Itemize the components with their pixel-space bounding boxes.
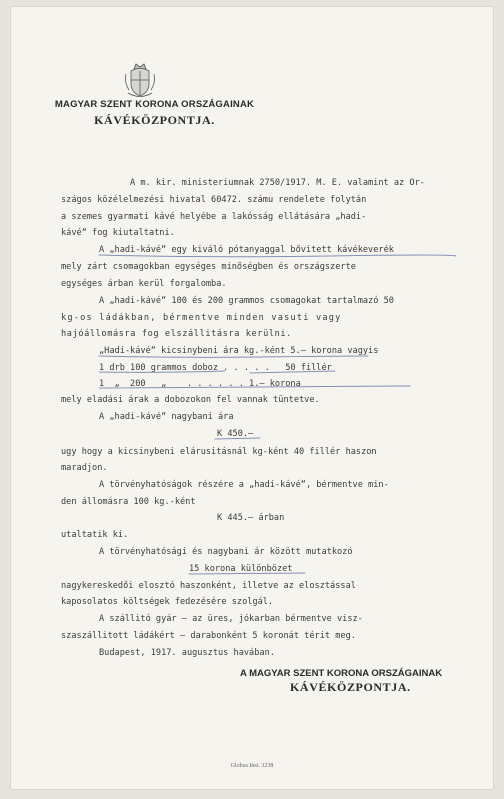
body-line: a szemes gyarmati kávé helyébe a lakósság ellátására „hadi- xyxy=(61,212,367,222)
body-line: A törvényhatóságok részére a „hadi-kávé“, bérmentve min- xyxy=(99,480,389,490)
letterhead-line1: MAGYAR SZENT KORONA ORSZÁGAINAK xyxy=(54,99,255,110)
body-line: egységes árban kerül forgalomba. xyxy=(61,279,227,289)
body-line: ugy hogy a kicsinybeni elárusitásnál kg-ként 40 fillér haszon xyxy=(61,447,377,457)
body-line: A „hadi-kávé“ 100 és 200 grammos csomagokat tartalmazó 50 xyxy=(99,296,394,306)
underline-mark xyxy=(99,386,410,388)
price-line-100g: 1 drb 100 grammos doboz . . . . . 50 fillér xyxy=(99,363,332,373)
pencil-underlines xyxy=(10,6,494,790)
body-line: A m. kir. ministeriumnak 2750/1917. M. E. valamint az Or- xyxy=(130,178,425,188)
signature-line2: KÁVÉKÖZPONTJA. xyxy=(290,680,411,694)
body-line: kaposolatos költségek fedezésére szolgál. xyxy=(61,597,274,607)
underline-mark xyxy=(215,438,260,439)
authority-price: K 445.— árban xyxy=(217,513,285,523)
signature-line1: A MAGYAR SZENT KORONA ORSZÁGAINAK xyxy=(240,668,443,679)
underline-mark xyxy=(250,371,335,373)
letter-sheet xyxy=(10,6,494,790)
body-line: szaszállitott ládákért — darabonként 5 koronát térit meg. xyxy=(61,631,356,641)
date-line: Budapest, 1917. augusztus havában. xyxy=(99,648,275,658)
body-line: A szállitó gyár — az üres, jókarban bérmentve visz- xyxy=(99,614,363,624)
body-line: maradjon. xyxy=(61,463,108,473)
underline-mark xyxy=(99,356,368,357)
body-line: mely eladási árak a dobozokon fel vannak tüntetve. xyxy=(61,395,320,405)
price-difference: 15 korona különbözet xyxy=(189,564,293,574)
printer-imprint: Globus Inst. 3238 xyxy=(230,763,274,769)
body-line: A törvényhatósági és nagybani ár között mutatkozó xyxy=(99,547,353,557)
letterhead-line2: KÁVÉKÖZPONTJA. xyxy=(94,113,215,127)
underline-mark xyxy=(189,573,305,574)
price-line-200g: 1 „ 200 „ . . . . . . 1.— korona xyxy=(99,379,301,389)
body-line: mely zárt csomagokban egységes minőségben és országszerte xyxy=(61,262,356,272)
body-line: kávé“ fog kiutaltatni. xyxy=(61,228,175,238)
body-line: kg-os ládákban, bérmentve minden vasuti vagy xyxy=(61,313,342,323)
wholesale-price: K 450.— xyxy=(217,429,254,439)
underline-mark xyxy=(99,255,456,257)
body-line: A „hadi-kávé“ egy kiváló pótanyaggal bővitett kávékeverék xyxy=(99,245,394,255)
body-line: hajóállomásra fog elszállitásra kerülni. xyxy=(61,329,292,339)
body-line: szágos közélelmezési hivatal 60472. számu rendelete folytán xyxy=(61,195,367,205)
underline-mark xyxy=(99,371,225,372)
body-line: „Hadi-kávé“ kicsinybeni ára kg.-ként 5.— korona vagyis xyxy=(99,346,379,356)
body-line: utaltatik ki. xyxy=(61,530,129,540)
body-line: den állomásra 100 kg.-ként xyxy=(61,497,196,507)
body-line: nagykereskedői elosztó haszonként, illetve az elosztással xyxy=(61,581,356,591)
body-line: A „hadi-kávé“ nagybani ára xyxy=(99,412,234,422)
